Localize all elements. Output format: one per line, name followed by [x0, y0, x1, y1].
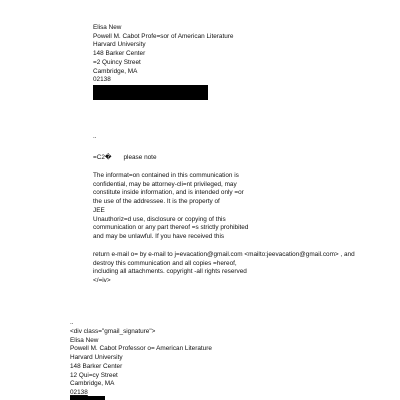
redaction-bar-bottom: [70, 396, 105, 400]
return-line: including all attachments. copyright -all rights reserved: [93, 268, 247, 276]
disclaimer-line: The informat=on contained in this communication is: [93, 172, 239, 179]
signature-line: <div class="gmail_signature">: [70, 328, 156, 335]
address-line: Elisa New: [93, 24, 122, 31]
disclaimer-line: confidential, may be attorney-cli=nt privileged, may: [93, 180, 237, 188]
disclaimer-line: and may be unlawful. If you have received this: [93, 232, 225, 240]
note-line: [93, 154, 393, 163]
signature-line: 02138: [70, 388, 88, 396]
signature-line: Elisa New: [70, 336, 99, 344]
separator-dots-2: ..: [70, 319, 74, 326]
address-line: =2 Quincy Street: [93, 58, 141, 66]
disclaimer-line: communication or any part thereof =s strictly prohibited: [93, 224, 249, 232]
signature-line: 12 Qui=cy Street: [70, 371, 118, 379]
address-line: 148 Barker Center: [93, 50, 146, 58]
disclaimer-line: constitute inside information, and is intended only =or: [93, 189, 244, 197]
signature-line: Powell M. Cabot Professor o= American Literature: [70, 345, 212, 353]
address-line: Harvard University: [93, 41, 146, 49]
disclaimer-block: [93, 172, 393, 242]
address-block: [93, 24, 393, 85]
signature-block: [70, 328, 370, 398]
signature-line: Harvard University: [70, 354, 123, 362]
note-prefix: =C2�: [93, 154, 112, 161]
note-label: please note: [123, 154, 157, 161]
redaction-bar: [93, 85, 208, 100]
signature-line: Cambridge, MA: [70, 380, 115, 388]
disclaimer-line: JEE: [93, 206, 105, 214]
return-line: return e-mail o= by e-mail to j=evacation@gmail.com <mailto:jeevacation@gmail.com> , and: [93, 251, 355, 258]
address-line: 02138: [93, 76, 111, 84]
return-block: [93, 251, 393, 286]
address-line: Powell M. Cabot Profe=sor of American Literature: [93, 32, 234, 40]
separator-dots: ..: [93, 133, 97, 140]
address-line: Cambridge, MA: [93, 67, 138, 75]
disclaimer-line: the use of the addressee. It is the property of: [93, 198, 220, 206]
return-line: </=iv>: [93, 277, 111, 285]
disclaimer-line: Unauthoriz=d use, disclosure or copying of this: [93, 215, 226, 223]
signature-line: 148 Barker Center: [70, 362, 123, 370]
return-line: destroy this communication and all copies =hereof,: [93, 259, 237, 267]
